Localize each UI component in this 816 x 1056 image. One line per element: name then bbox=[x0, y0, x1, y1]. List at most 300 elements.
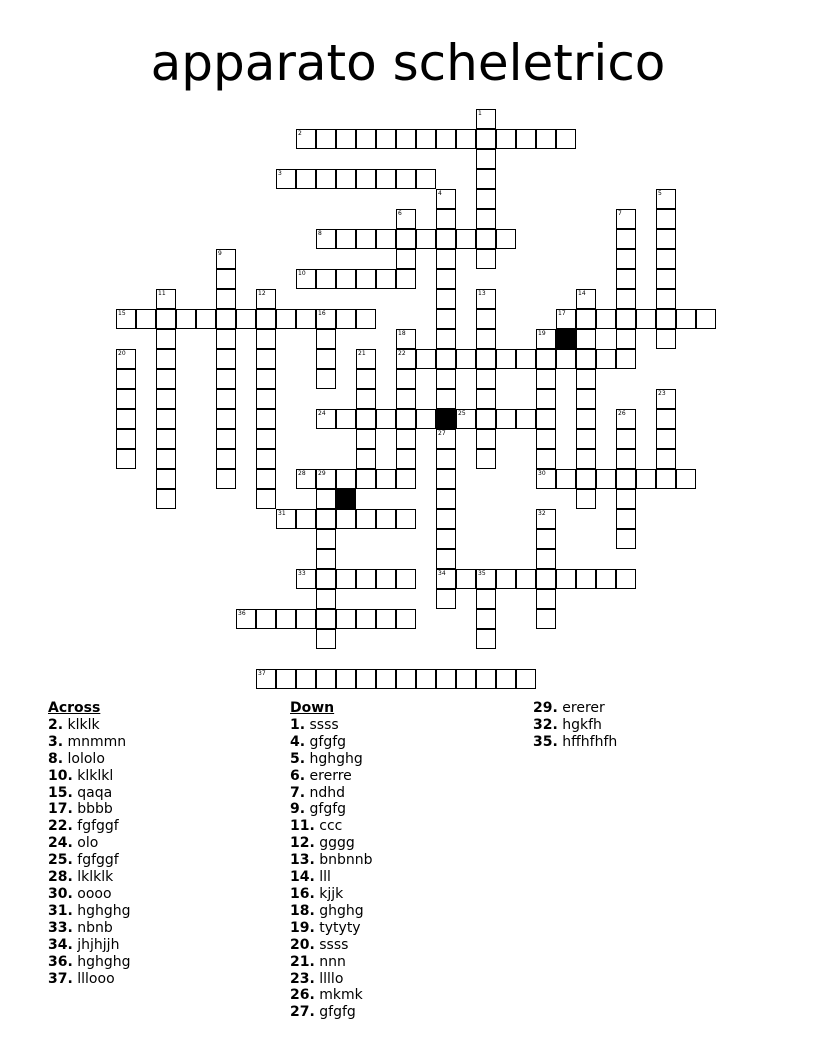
grid-cell[interactable] bbox=[336, 409, 356, 429]
grid-cell[interactable] bbox=[476, 389, 496, 409]
clue-column-1 bbox=[48, 700, 131, 987]
grid-cell[interactable] bbox=[436, 449, 456, 469]
grid-cell[interactable] bbox=[576, 349, 596, 369]
grid-cell[interactable] bbox=[676, 469, 696, 489]
grid-cell[interactable] bbox=[156, 489, 176, 509]
grid-cell[interactable] bbox=[476, 609, 496, 629]
grid-cell[interactable] bbox=[356, 409, 376, 429]
grid-cell[interactable] bbox=[536, 569, 556, 589]
grid-cell[interactable] bbox=[656, 269, 676, 289]
grid-cell[interactable] bbox=[396, 609, 416, 629]
grid-cell[interactable] bbox=[316, 589, 336, 609]
grid-cell[interactable] bbox=[336, 129, 356, 149]
clue-item-number: 28. bbox=[48, 869, 73, 886]
grid-cell[interactable] bbox=[376, 229, 396, 249]
grid-cell[interactable] bbox=[656, 189, 676, 209]
grid-cell[interactable] bbox=[116, 309, 136, 329]
grid-cell[interactable] bbox=[656, 309, 676, 329]
grid-cell[interactable] bbox=[556, 569, 576, 589]
grid-cell[interactable] bbox=[156, 329, 176, 349]
grid-cell[interactable] bbox=[456, 349, 476, 369]
clue-item-number: 23. bbox=[290, 970, 315, 987]
grid-cell[interactable] bbox=[316, 629, 336, 649]
clue-item-text: hffhfhfh bbox=[562, 733, 618, 750]
grid-cell[interactable] bbox=[616, 229, 636, 249]
grid-cell[interactable] bbox=[556, 309, 576, 329]
grid-cell[interactable] bbox=[216, 249, 236, 269]
grid-cell[interactable] bbox=[416, 169, 436, 189]
grid-cell[interactable] bbox=[596, 309, 616, 329]
grid-cell[interactable] bbox=[616, 249, 636, 269]
grid-cell[interactable] bbox=[316, 609, 336, 629]
grid-cell[interactable] bbox=[616, 489, 636, 509]
grid-cell[interactable] bbox=[436, 189, 456, 209]
grid-cell[interactable] bbox=[316, 669, 336, 689]
grid-cell[interactable] bbox=[436, 249, 456, 269]
grid-cell[interactable] bbox=[256, 409, 276, 429]
grid-cell[interactable] bbox=[156, 349, 176, 369]
grid-cell[interactable] bbox=[496, 669, 516, 689]
grid-cell[interactable] bbox=[416, 229, 436, 249]
grid-cell[interactable] bbox=[536, 349, 556, 369]
grid-cell[interactable] bbox=[376, 609, 396, 629]
grid-cell[interactable] bbox=[536, 609, 556, 629]
grid-cell[interactable] bbox=[356, 229, 376, 249]
grid-cell[interactable] bbox=[476, 329, 496, 349]
grid-cell[interactable] bbox=[356, 609, 376, 629]
grid-cell[interactable] bbox=[536, 429, 556, 449]
grid-cell[interactable] bbox=[536, 329, 556, 349]
clue-number: 37 bbox=[258, 670, 266, 677]
grid-cell[interactable] bbox=[296, 569, 316, 589]
grid-cell[interactable] bbox=[396, 129, 416, 149]
grid-cell[interactable] bbox=[456, 129, 476, 149]
grid-cell[interactable] bbox=[356, 569, 376, 589]
clue-item bbox=[48, 937, 131, 954]
grid-cell[interactable] bbox=[156, 289, 176, 309]
grid-cell[interactable] bbox=[616, 269, 636, 289]
grid-cell[interactable] bbox=[396, 409, 416, 429]
grid-cell[interactable] bbox=[476, 349, 496, 369]
grid-cell[interactable] bbox=[476, 629, 496, 649]
grid-cell[interactable] bbox=[216, 389, 236, 409]
grid-cell[interactable] bbox=[156, 369, 176, 389]
grid-cell[interactable] bbox=[356, 129, 376, 149]
clue-item bbox=[533, 734, 617, 751]
grid-cell[interactable] bbox=[476, 169, 496, 189]
grid-cell[interactable] bbox=[516, 409, 536, 429]
grid-cell[interactable] bbox=[396, 249, 416, 269]
grid-cell[interactable] bbox=[356, 169, 376, 189]
grid-cell[interactable] bbox=[336, 469, 356, 489]
grid-cell[interactable] bbox=[656, 449, 676, 469]
grid-cell[interactable] bbox=[216, 429, 236, 449]
grid-cell[interactable] bbox=[396, 469, 416, 489]
grid-cell[interactable] bbox=[296, 669, 316, 689]
grid-cell[interactable] bbox=[156, 449, 176, 469]
grid-cell[interactable] bbox=[436, 529, 456, 549]
grid-cell[interactable] bbox=[216, 369, 236, 389]
grid-cell[interactable] bbox=[256, 389, 276, 409]
grid-cell[interactable] bbox=[436, 429, 456, 449]
grid-cell[interactable] bbox=[616, 289, 636, 309]
grid-cell[interactable] bbox=[436, 509, 456, 529]
grid-cell[interactable] bbox=[616, 329, 636, 349]
grid-cell[interactable] bbox=[616, 349, 636, 369]
grid-cell[interactable] bbox=[296, 609, 316, 629]
grid-cell[interactable] bbox=[256, 429, 276, 449]
grid-cell[interactable] bbox=[396, 569, 416, 589]
grid-cell[interactable] bbox=[616, 509, 636, 529]
grid-cell[interactable] bbox=[656, 409, 676, 429]
grid-cell[interactable] bbox=[476, 309, 496, 329]
grid-cell[interactable] bbox=[116, 349, 136, 369]
clue-item-text: jhjhjjh bbox=[77, 936, 120, 953]
grid-cell[interactable] bbox=[156, 409, 176, 429]
grid-cell[interactable] bbox=[536, 369, 556, 389]
grid-cell[interactable] bbox=[496, 569, 516, 589]
grid-cell[interactable] bbox=[516, 569, 536, 589]
grid-cell[interactable] bbox=[596, 469, 616, 489]
clue-item-text: mkmk bbox=[319, 987, 363, 1004]
clue-item-number: 1. bbox=[290, 716, 306, 733]
grid-cell[interactable] bbox=[576, 409, 596, 429]
grid-cell[interactable] bbox=[616, 409, 636, 429]
grid-cell[interactable] bbox=[316, 229, 336, 249]
grid-cell[interactable] bbox=[616, 429, 636, 449]
grid-cell[interactable] bbox=[496, 229, 516, 249]
grid-cell[interactable] bbox=[376, 129, 396, 149]
grid-cell[interactable] bbox=[576, 569, 596, 589]
grid-cell[interactable] bbox=[576, 429, 596, 449]
grid-cell[interactable] bbox=[536, 529, 556, 549]
grid-cell[interactable] bbox=[436, 549, 456, 569]
grid-cell[interactable] bbox=[216, 469, 236, 489]
grid-cell[interactable] bbox=[276, 309, 296, 329]
grid-cell[interactable] bbox=[296, 309, 316, 329]
grid-cell[interactable] bbox=[576, 369, 596, 389]
grid-cell[interactable] bbox=[116, 409, 136, 429]
grid-cell[interactable] bbox=[576, 389, 596, 409]
grid-cell[interactable] bbox=[256, 489, 276, 509]
grid-cell[interactable] bbox=[396, 429, 416, 449]
grid-cell[interactable] bbox=[156, 309, 176, 329]
grid-cell[interactable] bbox=[316, 309, 336, 329]
grid-cell[interactable] bbox=[316, 349, 336, 369]
grid-cell[interactable] bbox=[476, 249, 496, 269]
grid-cell[interactable] bbox=[316, 529, 336, 549]
grid-cell[interactable] bbox=[656, 329, 676, 349]
clue-item-text: ssss bbox=[319, 936, 349, 953]
grid-cell[interactable] bbox=[296, 269, 316, 289]
grid-cell[interactable] bbox=[376, 169, 396, 189]
grid-cell[interactable] bbox=[376, 269, 396, 289]
grid-cell[interactable] bbox=[556, 129, 576, 149]
grid-cell[interactable] bbox=[576, 489, 596, 509]
grid-cell[interactable] bbox=[416, 349, 436, 369]
grid-cell[interactable] bbox=[336, 509, 356, 529]
grid-cell[interactable] bbox=[616, 569, 636, 589]
grid-cell[interactable] bbox=[636, 469, 656, 489]
grid-cell[interactable] bbox=[316, 169, 336, 189]
grid-cell[interactable] bbox=[336, 269, 356, 289]
grid-cell[interactable] bbox=[536, 549, 556, 569]
grid-cell[interactable] bbox=[396, 269, 416, 289]
grid-cell[interactable] bbox=[396, 329, 416, 349]
grid-cell[interactable] bbox=[376, 409, 396, 429]
grid-cell[interactable] bbox=[436, 289, 456, 309]
clue-number: 16 bbox=[318, 310, 326, 317]
grid-cell[interactable] bbox=[536, 589, 556, 609]
grid-cell[interactable] bbox=[576, 289, 596, 309]
grid-cell[interactable] bbox=[256, 309, 276, 329]
grid-cell[interactable] bbox=[476, 109, 496, 129]
grid-cell[interactable] bbox=[656, 389, 676, 409]
clue-item bbox=[290, 768, 373, 785]
grid-cell[interactable] bbox=[536, 129, 556, 149]
clue-number: 30 bbox=[538, 470, 546, 477]
clue-item-text: ghghg bbox=[319, 902, 364, 919]
grid-cell[interactable] bbox=[416, 409, 436, 429]
grid-cell[interactable] bbox=[576, 469, 596, 489]
grid-cell[interactable] bbox=[396, 169, 416, 189]
grid-cell[interactable] bbox=[216, 269, 236, 289]
grid-cell[interactable] bbox=[316, 269, 336, 289]
grid-cell[interactable] bbox=[516, 349, 536, 369]
grid-cell[interactable] bbox=[396, 669, 416, 689]
grid-cell[interactable] bbox=[476, 669, 496, 689]
grid-cell[interactable] bbox=[216, 349, 236, 369]
grid-cell[interactable] bbox=[396, 229, 416, 249]
grid-cell[interactable] bbox=[296, 469, 316, 489]
grid-cell[interactable] bbox=[696, 309, 716, 329]
grid-cell[interactable] bbox=[576, 449, 596, 469]
grid-cell[interactable] bbox=[596, 349, 616, 369]
grid-cell[interactable] bbox=[116, 369, 136, 389]
grid-cell[interactable] bbox=[656, 249, 676, 269]
grid-cell[interactable] bbox=[356, 469, 376, 489]
grid-cell[interactable] bbox=[356, 269, 376, 289]
grid-cell[interactable] bbox=[116, 449, 136, 469]
grid-cell[interactable] bbox=[476, 129, 496, 149]
grid-cell[interactable] bbox=[236, 609, 256, 629]
clue-item-number: 37. bbox=[48, 970, 73, 987]
grid-cell[interactable] bbox=[116, 389, 136, 409]
grid-cell[interactable] bbox=[656, 229, 676, 249]
grid-cell[interactable] bbox=[476, 369, 496, 389]
grid-cell[interactable] bbox=[536, 469, 556, 489]
grid-cell[interactable] bbox=[536, 389, 556, 409]
grid-cell[interactable] bbox=[396, 509, 416, 529]
grid-cell[interactable] bbox=[156, 389, 176, 409]
grid-cell[interactable] bbox=[436, 209, 456, 229]
grid-cell[interactable] bbox=[436, 129, 456, 149]
grid-cell[interactable] bbox=[356, 669, 376, 689]
grid-cell[interactable] bbox=[456, 569, 476, 589]
grid-cell[interactable] bbox=[336, 669, 356, 689]
grid-cell[interactable] bbox=[316, 549, 336, 569]
grid-cell[interactable] bbox=[316, 489, 336, 509]
grid-cell[interactable] bbox=[256, 349, 276, 369]
grid-cell[interactable] bbox=[476, 189, 496, 209]
grid-cell[interactable] bbox=[476, 209, 496, 229]
grid-cell[interactable] bbox=[476, 429, 496, 449]
grid-cell[interactable] bbox=[376, 569, 396, 589]
grid-cell[interactable] bbox=[216, 409, 236, 429]
grid-cell[interactable] bbox=[316, 329, 336, 349]
clue-item bbox=[290, 801, 373, 818]
grid-cell[interactable] bbox=[356, 349, 376, 369]
grid-cell[interactable] bbox=[656, 469, 676, 489]
grid-cell[interactable] bbox=[356, 509, 376, 529]
grid-cell[interactable] bbox=[676, 309, 696, 329]
grid-cell[interactable] bbox=[556, 469, 576, 489]
grid-cell[interactable] bbox=[356, 429, 376, 449]
clue-item bbox=[48, 971, 131, 988]
grid-cell[interactable] bbox=[136, 309, 156, 329]
grid-cell[interactable] bbox=[296, 509, 316, 529]
grid-cell[interactable] bbox=[236, 309, 256, 329]
grid-cell[interactable] bbox=[496, 409, 516, 429]
grid-cell[interactable] bbox=[156, 429, 176, 449]
grid-cell[interactable] bbox=[396, 369, 416, 389]
grid-cell[interactable] bbox=[536, 509, 556, 529]
grid-cell[interactable] bbox=[276, 669, 296, 689]
grid-cell[interactable] bbox=[376, 509, 396, 529]
grid-cell[interactable] bbox=[356, 309, 376, 329]
grid-cell[interactable] bbox=[436, 469, 456, 489]
grid-cell[interactable] bbox=[436, 489, 456, 509]
grid-cell[interactable] bbox=[456, 669, 476, 689]
grid-cell[interactable] bbox=[436, 229, 456, 249]
grid-cell[interactable] bbox=[436, 669, 456, 689]
grid-cell[interactable] bbox=[316, 129, 336, 149]
grid-cell[interactable] bbox=[496, 129, 516, 149]
grid-cell[interactable] bbox=[176, 309, 196, 329]
grid-cell[interactable] bbox=[436, 309, 456, 329]
grid-cell[interactable] bbox=[396, 209, 416, 229]
grid-cell[interactable] bbox=[436, 369, 456, 389]
grid-cell[interactable] bbox=[256, 449, 276, 469]
grid-cell[interactable] bbox=[656, 209, 676, 229]
grid-cell[interactable] bbox=[496, 349, 516, 369]
grid-cell[interactable] bbox=[396, 449, 416, 469]
grid-cell[interactable] bbox=[276, 169, 296, 189]
grid-cell[interactable] bbox=[296, 169, 316, 189]
grid-cell[interactable] bbox=[516, 129, 536, 149]
grid-cell[interactable] bbox=[616, 449, 636, 469]
grid-cell[interactable] bbox=[456, 409, 476, 429]
grid-cell[interactable] bbox=[576, 309, 596, 329]
grid-cell[interactable] bbox=[636, 309, 656, 329]
grid-cell[interactable] bbox=[256, 329, 276, 349]
grid-cell[interactable] bbox=[156, 469, 176, 489]
grid-cell[interactable] bbox=[616, 209, 636, 229]
grid-cell[interactable] bbox=[436, 269, 456, 289]
grid-cell[interactable] bbox=[476, 409, 496, 429]
grid-cell[interactable] bbox=[616, 469, 636, 489]
grid-cell[interactable] bbox=[436, 569, 456, 589]
grid-cell[interactable] bbox=[476, 449, 496, 469]
clue-item-number: 11. bbox=[290, 818, 315, 835]
grid-cell[interactable] bbox=[196, 309, 216, 329]
grid-cell[interactable] bbox=[216, 289, 236, 309]
grid-cell[interactable] bbox=[276, 509, 296, 529]
grid-cell[interactable] bbox=[476, 289, 496, 309]
grid-cell[interactable] bbox=[256, 609, 276, 629]
grid-cell[interactable] bbox=[336, 569, 356, 589]
grid-cell[interactable] bbox=[536, 449, 556, 469]
grid-cell[interactable] bbox=[576, 329, 596, 349]
grid-cell[interactable] bbox=[616, 309, 636, 329]
grid-cell[interactable] bbox=[356, 389, 376, 409]
grid-cell[interactable] bbox=[316, 369, 336, 389]
grid-cell[interactable] bbox=[436, 589, 456, 609]
grid-cell[interactable] bbox=[216, 449, 236, 469]
grid-cell[interactable] bbox=[476, 569, 496, 589]
grid-cell[interactable] bbox=[376, 669, 396, 689]
grid-cell[interactable] bbox=[256, 669, 276, 689]
clue-item-number: 19. bbox=[290, 919, 315, 936]
grid-cell[interactable] bbox=[336, 309, 356, 329]
grid-cell[interactable] bbox=[216, 329, 236, 349]
grid-cell[interactable] bbox=[256, 369, 276, 389]
grid-cell[interactable] bbox=[616, 529, 636, 549]
grid-cell[interactable] bbox=[476, 149, 496, 169]
grid-cell[interactable] bbox=[436, 329, 456, 349]
grid-cell[interactable] bbox=[316, 409, 336, 429]
grid-cell[interactable] bbox=[336, 609, 356, 629]
grid-cell[interactable] bbox=[376, 469, 396, 489]
grid-cell[interactable] bbox=[336, 169, 356, 189]
clue-item-number: 32. bbox=[533, 716, 558, 733]
grid-cell[interactable] bbox=[256, 289, 276, 309]
grid-cell[interactable] bbox=[416, 129, 436, 149]
grid-cell[interactable] bbox=[276, 609, 296, 629]
clue-item-text: nnn bbox=[319, 953, 346, 970]
grid-cell[interactable] bbox=[476, 229, 496, 249]
grid-cell[interactable] bbox=[316, 509, 336, 529]
grid-cell[interactable] bbox=[396, 389, 416, 409]
clue-number: 5 bbox=[658, 190, 662, 197]
grid-cell[interactable] bbox=[216, 309, 236, 329]
clue-item-number: 2. bbox=[48, 716, 64, 733]
grid-cell[interactable] bbox=[556, 349, 576, 369]
grid-cell[interactable] bbox=[436, 349, 456, 369]
grid-cell[interactable] bbox=[256, 469, 276, 489]
grid-cell[interactable] bbox=[416, 669, 436, 689]
grid-cell[interactable] bbox=[516, 669, 536, 689]
grid-cell[interactable] bbox=[436, 389, 456, 409]
grid-cell[interactable] bbox=[456, 229, 476, 249]
grid-cell[interactable] bbox=[656, 429, 676, 449]
grid-cell[interactable] bbox=[356, 369, 376, 389]
grid-cell[interactable] bbox=[476, 589, 496, 609]
grid-cell[interactable] bbox=[296, 129, 316, 149]
grid-cell[interactable] bbox=[356, 449, 376, 469]
clue-number: 15 bbox=[118, 310, 126, 317]
grid-cell[interactable] bbox=[316, 569, 336, 589]
grid-cell[interactable] bbox=[536, 409, 556, 429]
clue-item-number: 30. bbox=[48, 885, 73, 902]
grid-cell[interactable] bbox=[336, 229, 356, 249]
grid-cell[interactable] bbox=[596, 569, 616, 589]
grid-cell[interactable] bbox=[316, 469, 336, 489]
grid-cell[interactable] bbox=[656, 289, 676, 309]
grid-cell[interactable] bbox=[116, 429, 136, 449]
clue-item bbox=[48, 869, 131, 886]
grid-cell[interactable] bbox=[396, 349, 416, 369]
